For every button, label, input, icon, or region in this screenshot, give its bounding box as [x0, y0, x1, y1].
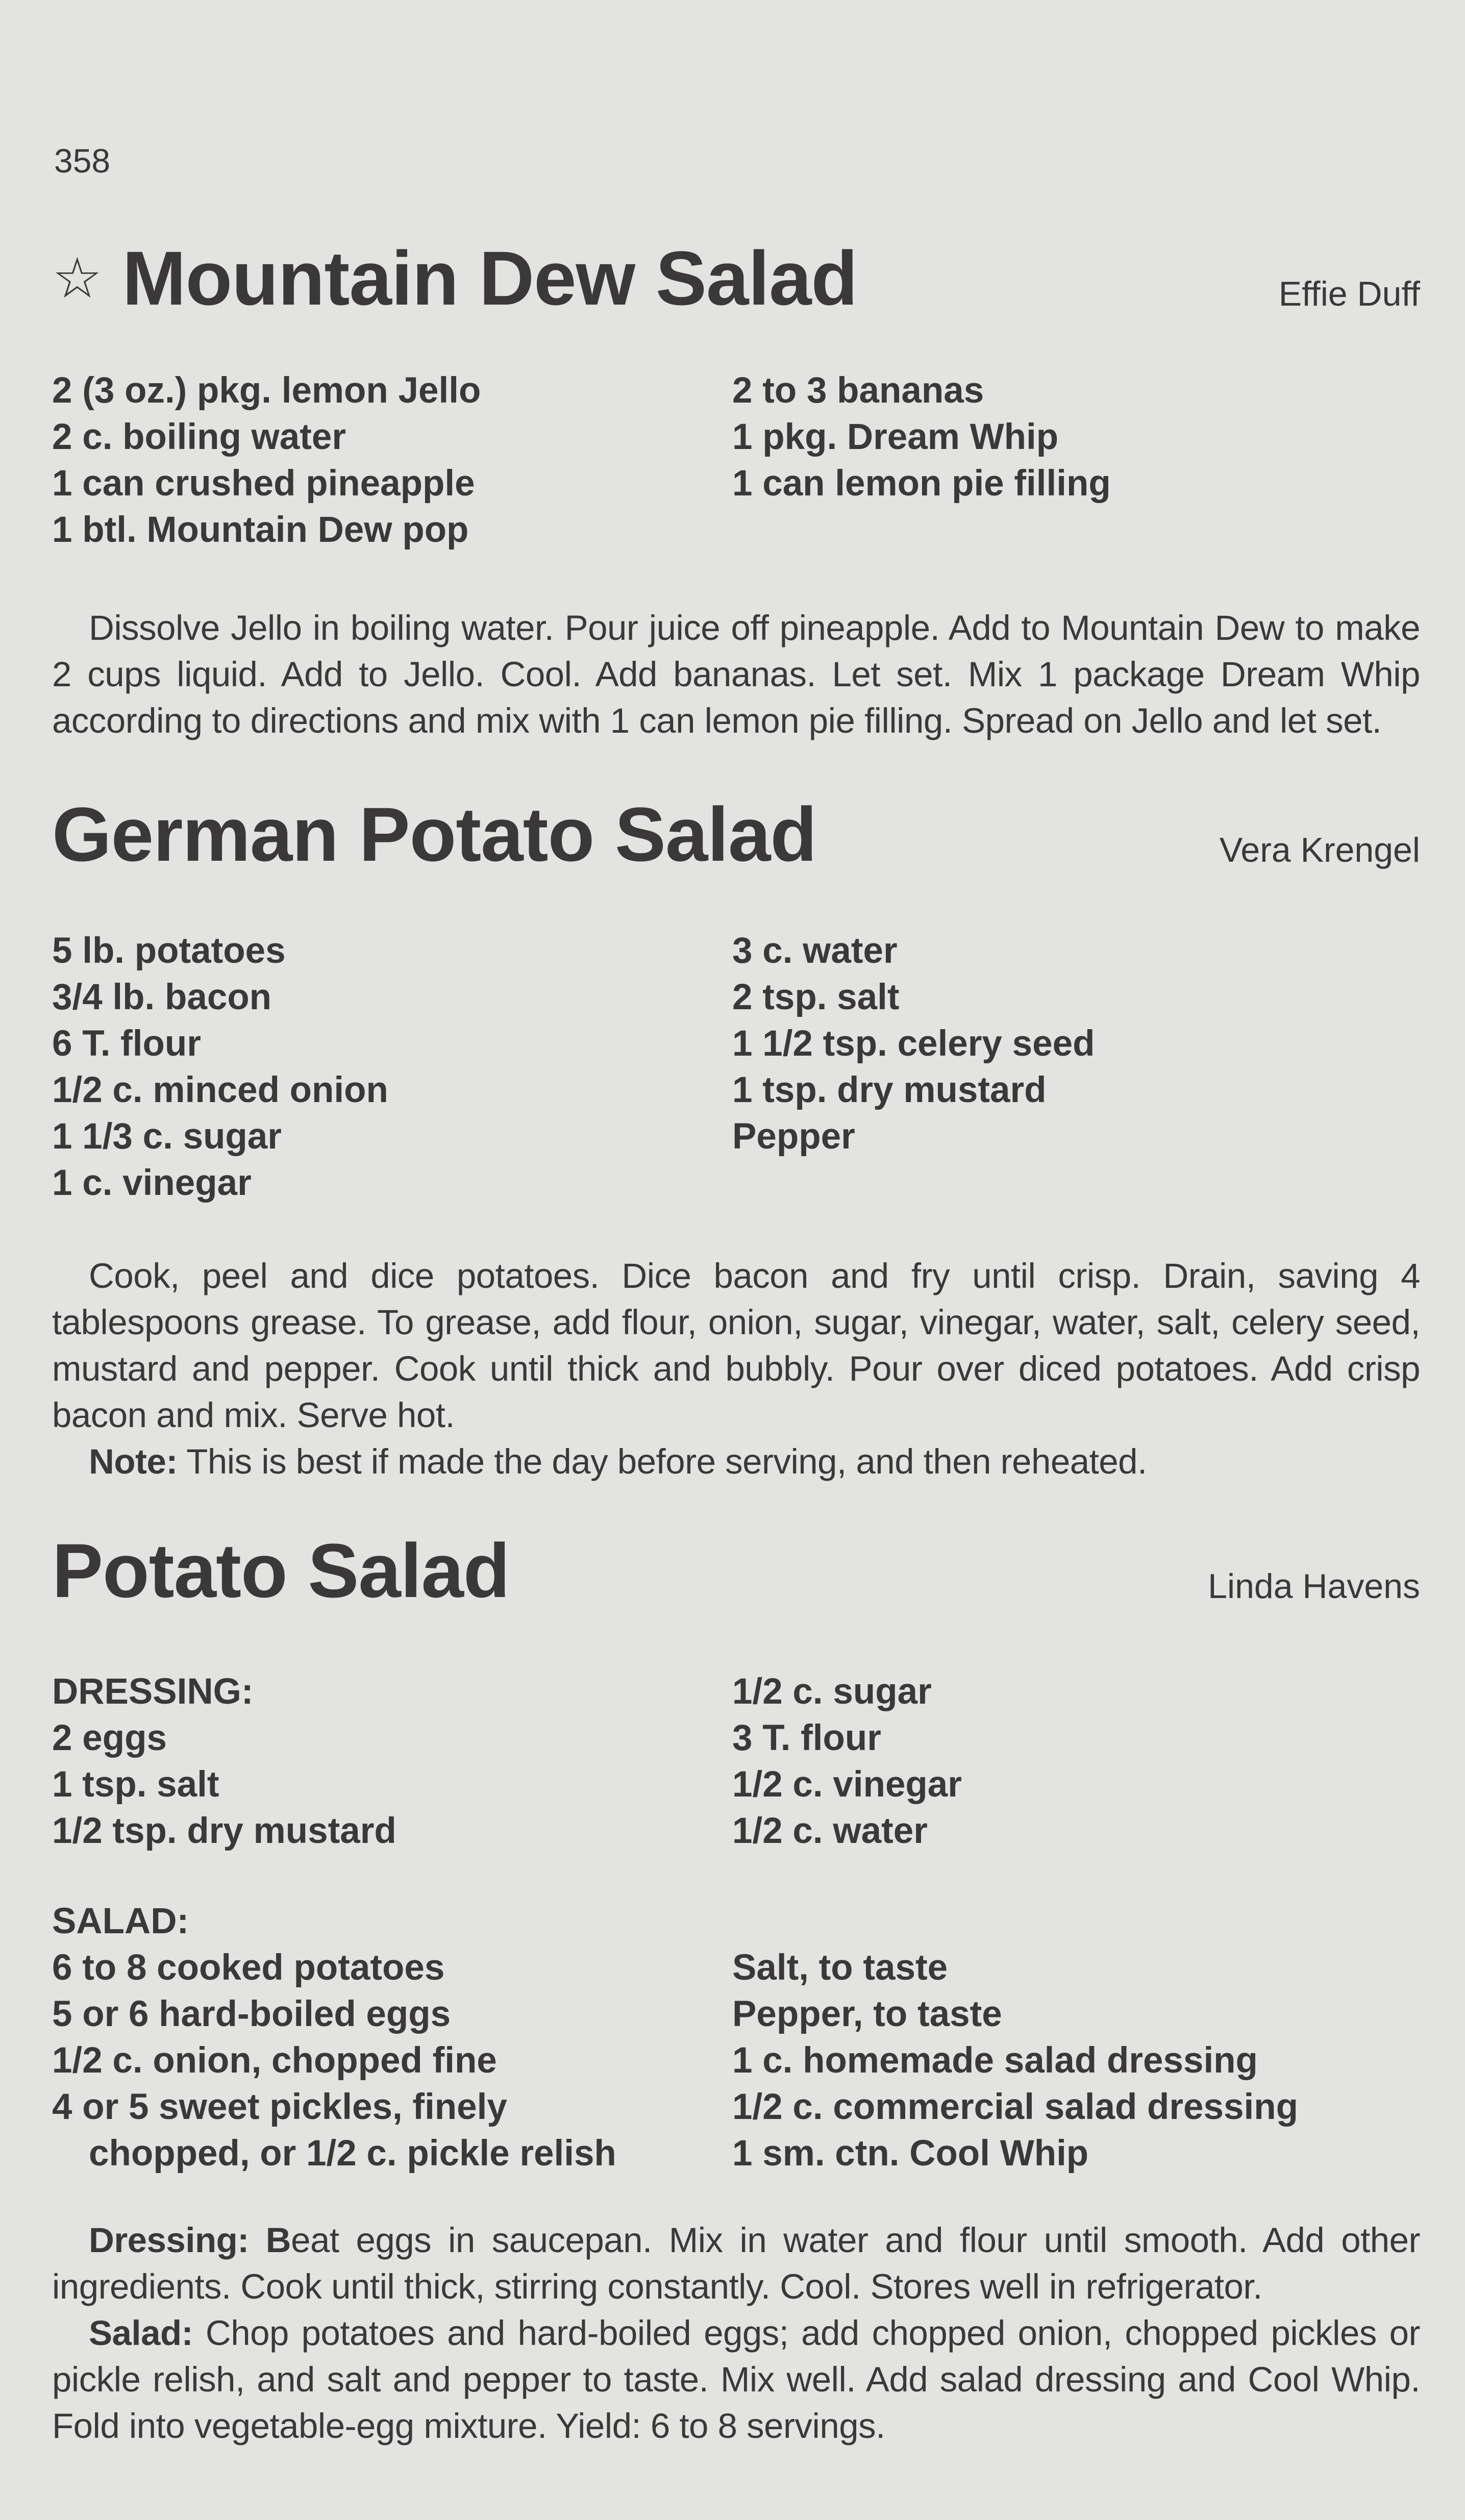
ingredient-item: 1 can lemon pie filling: [732, 463, 1111, 504]
ingredient-item: 1 pkg. Dream Whip: [732, 417, 1059, 457]
ingredient-item: 1/2 tsp. dry mustard: [52, 1811, 396, 1851]
recipe-note: [52, 1438, 1420, 1485]
ingredient-item: 3 c. water: [732, 931, 898, 971]
ingredient-item: 5 lb. potatoes: [52, 931, 286, 971]
ingredient-item: 1/2 c. minced onion: [52, 1070, 388, 1110]
ingredients-list: [52, 928, 1420, 1208]
recipe-title: Potato Salad: [52, 1528, 510, 1613]
ingredient-item: 1/2 c. onion, chopped fine: [52, 2040, 497, 2081]
ingredient-item: 1 1/2 tsp. celery seed: [732, 1024, 1095, 1064]
ingredient-item: 2 tsp. salt: [732, 977, 900, 1017]
page-number: 358: [54, 142, 111, 180]
ingredient-item: 6 T. flour: [52, 1024, 201, 1064]
ingredient-item: 6 to 8 cooked potatoes: [52, 1948, 445, 1988]
ingredients-column-right: [732, 1668, 1416, 1854]
ingredient-item: 1 c. homemade salad dressing: [732, 2040, 1258, 2081]
salad-instructions-text: Chop potatoes and hard-boiled eggs; add chopped onion, chopped pickles or pickle relish, and salt and pepper to taste. Mix well. Add salad dressing and Cool Whip. Fold into vegetable-egg mixture. Yield: 6 to 8 servings.: [52, 2313, 1420, 2446]
recipe-mountain-dew-salad: [52, 235, 1420, 556]
salad-instructions: [52, 2310, 1420, 2449]
recipe-header: [52, 791, 1420, 883]
instructions-paragraph: Cook, peel and dice potatoes. Dice bacon and fry until crisp. Drain, saving 4 tablespoons grease. To grease, add flour, onion, sugar, vinegar, water, salt, celery seed, mustard and pepper. Cook until thick and bubbly. Pour over diced potatoes. Add crisp bacon and mix. Serve hot.: [52, 1256, 1420, 1435]
recipe-title-text: Mountain Dew Salad: [122, 235, 858, 321]
dressing-instructions-label: Dressing: B: [89, 2220, 291, 2260]
recipe-author: Effie Duff: [1278, 275, 1420, 313]
ingredient-item: 2 c. boiling water: [52, 417, 346, 457]
dressing-instructions: [52, 2217, 1420, 2310]
ingredient-item: 1 can crushed pineapple: [52, 463, 475, 504]
recipe-header: [52, 235, 1420, 327]
ingredient-item: Pepper: [732, 1116, 855, 1157]
ingredients-list: [52, 367, 1420, 556]
ingredient-item: 1 c. vinegar: [52, 1163, 252, 1203]
ingredient-item: 1 tsp. salt: [52, 1764, 219, 1805]
ingredient-item: 1 1/3 c. sugar: [52, 1116, 282, 1157]
dressing-instructions-text: eat eggs in saucepan. Mix in water and flour until smooth. Add other ingredients. Cook until thick, stirring constantly. Cool. Stores well in refrigerator.: [52, 2220, 1420, 2306]
ingredient-item: 2 eggs: [52, 1718, 167, 1758]
ingredient-item: 1 btl. Mountain Dew pop: [52, 510, 469, 550]
ingredient-item: 1/2 c. sugar: [732, 1671, 932, 1712]
ingredient-item: 3 T. flour: [732, 1718, 881, 1758]
star-icon: ☆: [52, 245, 102, 311]
note-label: Note:: [89, 1442, 178, 1481]
ingredient-item: 4 or 5 sweet pickles, finely: [52, 2087, 507, 2127]
recipe-author: Vera Krengel: [1219, 831, 1420, 869]
recipe-instructions: [52, 1253, 1420, 1485]
salad-label: SALAD:: [52, 1901, 189, 1941]
salad-ingredients: [52, 1898, 1420, 2184]
ingredients-column-left: [52, 367, 731, 553]
ingredient-item: 1/2 c. water: [732, 1811, 928, 1851]
recipe-header: [52, 1528, 1420, 1619]
note-text: This is best if made the day before serving, and then reheated.: [177, 1442, 1147, 1481]
ingredient-item: 1 tsp. dry mustard: [732, 1070, 1047, 1110]
recipe-german-potato-salad: [52, 791, 1420, 883]
ingredient-item: Pepper, to taste: [732, 1994, 1002, 2034]
ingredient-item: 1/2 c. commercial salad dressing: [732, 2087, 1298, 2127]
recipe-author: Linda Havens: [1208, 1567, 1420, 1606]
recipe-potato-salad: [52, 1528, 1420, 1619]
ingredients-column-left: [52, 1668, 731, 1854]
dressing-label: DRESSING:: [52, 1671, 254, 1712]
ingredients-column-right: [732, 928, 1416, 1160]
ingredient-item: 5 or 6 hard-boiled eggs: [52, 1994, 451, 2034]
ingredient-item: 1/2 c. vinegar: [732, 1764, 962, 1805]
recipe-instructions: [52, 605, 1420, 744]
ingredients-column-right: [732, 367, 1416, 507]
ingredient-item: 1 sm. ctn. Cool Whip: [732, 2133, 1089, 2174]
ingredients-column-left: [52, 1898, 731, 2177]
ingredients-column-right: [732, 1898, 1416, 2177]
ingredient-item: 2 (3 oz.) pkg. lemon Jello: [52, 370, 481, 411]
dressing-ingredients: [52, 1668, 1420, 1857]
salad-instructions-label: Salad:: [89, 2313, 193, 2353]
recipe-title: German Potato Salad: [52, 791, 817, 877]
ingredients-column-left: [52, 928, 731, 1206]
recipe-instructions: [52, 2217, 1420, 2449]
ingredient-item: Salt, to taste: [732, 1948, 948, 1988]
recipe-title: [52, 235, 858, 321]
ingredient-item: 3/4 lb. bacon: [52, 977, 272, 1017]
instructions-paragraph: Dissolve Jello in boiling water. Pour juice off pineapple. Add to Mountain Dew to make 2 cups liquid. Add to Jello. Cool. Add bananas. Let set. Mix 1 package Dream Whip according to directions and mix with 1 can lemon pie filling. Spread on Jello and let set.: [52, 608, 1420, 740]
ingredient-item-continued: chopped, or 1/2 c. pickle relish: [89, 2133, 616, 2174]
ingredient-item: 2 to 3 bananas: [732, 370, 984, 411]
